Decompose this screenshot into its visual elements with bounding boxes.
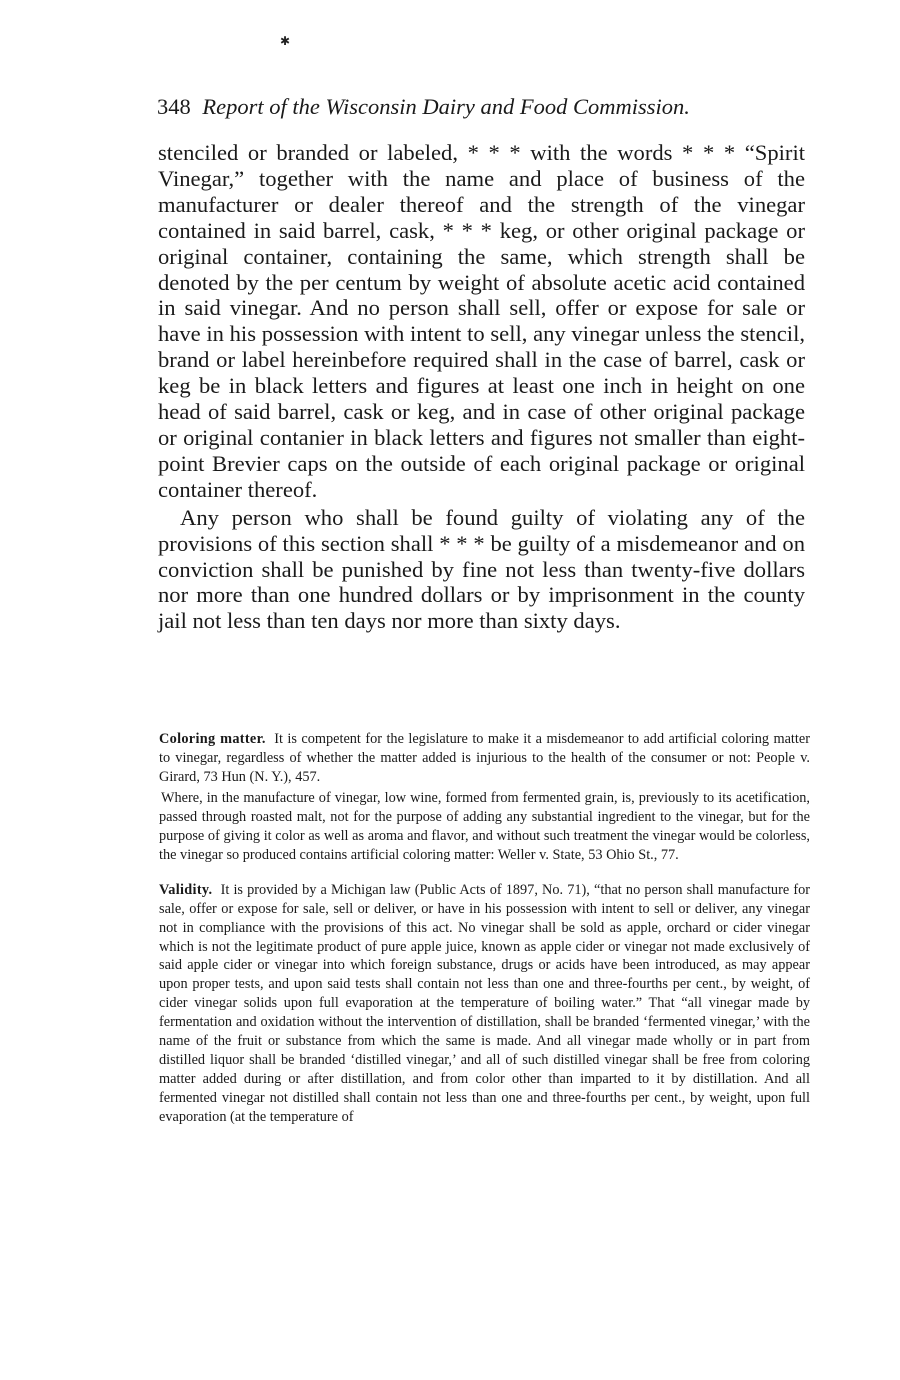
running-header bbox=[157, 94, 797, 120]
note-validity bbox=[159, 881, 810, 1127]
ink-speck: ✱ bbox=[280, 34, 291, 48]
note-text: It is provided by a Michigan law (Public Acts of 1897, No. 71), “that no person shall manufacture for sale, offer or expose for sale, sell or deliver, or have in his possession with intent to sell or deliver, any vinegar not in compliance with the provisions of this act. No vinegar shall be sold as apple, orchard or cider vinegar which is not the legitimate product of pure apple juice, known as apple cider or vinegar not made exclusively of said apple cider or vinegar into which foreign substance, drugs or acids have been introduced, as may appear upon proper tests, and upon said tests shall contain not less than one and three-fourths per cent., by weight, of cider vinegar solids upon full evaporation at the temperature of boiling water.” That “all vinegar made by fermentation and oxidation without the intervention of distillation, shall be branded ‘fermented vinegar,’ with the name of the fruit or substance from which the same is made. And all vinegar made wholly or in part from distilled liquor shall be branded ‘distilled vinegar,’ and all of such distilled vinegar shall be free from coloring matter added during or after distillation, and from color other than imparted to it by distillation. And all fermented vinegar not distilled shall contain not less than one and three-fourths per cent., by weight, upon full evaporation (at the temperature of bbox=[159, 881, 810, 1126]
note-text: It is competent for the legislature to make it a misdemeanor to add artificial coloring matter to vinegar, regardless of whether the matter added is injurious to the health of the consumer or not: People v. Girard, 73 Hun (N. Y.), 457. bbox=[159, 731, 810, 785]
annotations bbox=[159, 730, 810, 1127]
note-heading: Validity. bbox=[159, 881, 213, 898]
running-title: Report of the Wisconsin Dairy and Food Commission. bbox=[202, 94, 690, 119]
body-paragraph-2: Any person who shall be found guilty of violating any of the provisions of this section shall * * * be guilty of a misdemeanor and on conviction shall be punished by fine not less than twenty-five dollars nor more than one hundred dollars or by imprisonment in the county jail not less than ten days nor more than sixty days. bbox=[158, 504, 805, 634]
note-coloring-matter bbox=[159, 730, 810, 787]
statute-text bbox=[158, 140, 805, 634]
note-coloring-matter-continued bbox=[159, 789, 810, 865]
note-heading: Coloring matter. bbox=[159, 731, 266, 747]
page-number: 348 bbox=[157, 94, 191, 119]
note-text: Where, in the manufacture of vinegar, low wine, formed from fermented grain, is, previously to its acetification, passed through roasted malt, not for the purpose of adding any substantial ingredient to the vinegar, but for the purpose of giving it color as well as aroma and flavor, and without such treatment the vinegar would be colorless, the vinegar so produced contains artificial coloring matter: Weller v. State, 53 Ohio St., 77. bbox=[159, 789, 810, 863]
body-paragraph-1: stenciled or branded or labeled, * * * with the words * * * “Spirit Vinegar,” together with the name and place of business of the manufacturer or dealer thereof and the strength of the vinegar contained in said barrel, cask, * * * keg, or other original package or original container, containing the same, which strength shall be denoted by the per centum by weight of absolute acetic acid contained in said vinegar. And no person shall sell, offer or expose for sale or have in his possession with intent to sell, any vinegar unless the stencil, brand or label hereinbefore required shall in the case of barrel, cask or keg be in black letters and figures at least one inch in height on one head of said barrel, cask or keg, and in case of other original package or original contanier in black letters and figures not smaller than eight-point Brevier caps on the outside of each original package or original container thereof. bbox=[158, 140, 805, 502]
